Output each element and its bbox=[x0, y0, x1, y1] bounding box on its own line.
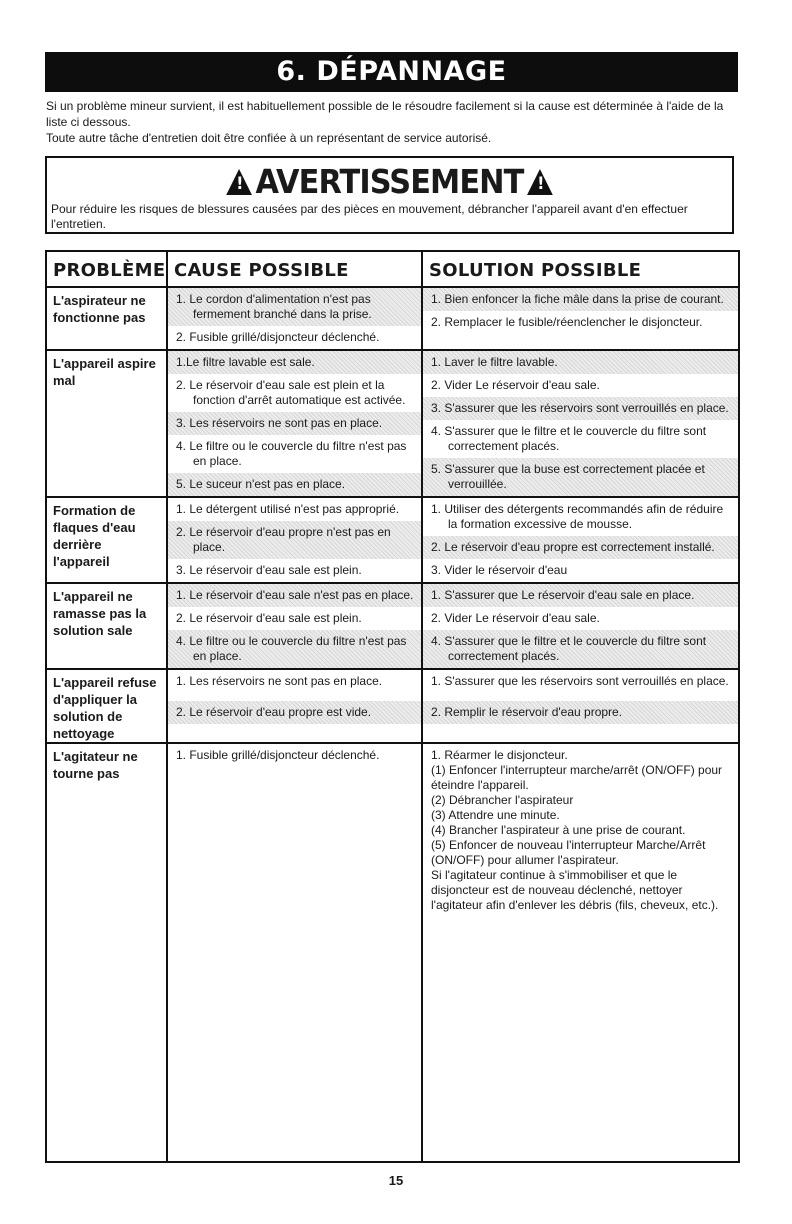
cause-text: 2. Le réservoir d'eau sale est plein. bbox=[176, 611, 362, 625]
warning-title: AVERTISSEMENT bbox=[255, 162, 524, 201]
cause-text: 5. Le suceur n'est pas en place. bbox=[176, 477, 346, 491]
cause-text: 3. Le réservoir d'eau sale est plein. bbox=[176, 563, 362, 577]
solution-text: 2. Remplir le réservoir d'eau propre. bbox=[431, 705, 623, 719]
warning-box bbox=[45, 156, 734, 234]
intro-paragraph: Toute autre tâche d'entretien doit être confiée à un représentant de service autorisé. bbox=[46, 131, 492, 145]
table-row bbox=[46, 287, 739, 350]
cause-text: 1.Le filtre lavable est sale. bbox=[176, 355, 315, 369]
cause-cell bbox=[167, 497, 422, 583]
problem-cell: L'aspirateur ne fonctionne pas bbox=[46, 287, 167, 350]
solution-text: 2. Vider Le réservoir d'eau sale. bbox=[431, 378, 600, 392]
solution-step: (5) Enfoncer de nouveau l'interrupteur Marche/Arrêt (ON/OFF) pour allumer l'aspirateur. bbox=[431, 838, 706, 867]
solution-text: 1. Utiliser des détergents recommandés afin de réduire la formation excessive de mousse. bbox=[431, 502, 724, 531]
cause-text: 1. Le cordon d'alimentation n'est pas fermement branché dans la prise. bbox=[176, 292, 372, 321]
cause-text: 4. Le filtre ou le couvercle du filtre n'est pas en place. bbox=[176, 439, 407, 468]
solution-text: 2. Remplacer le fusible/réenclencher le disjoncteur. bbox=[431, 315, 703, 329]
solution-text: 1. S'assurer que les réservoirs sont verrouillés en place. bbox=[431, 674, 729, 688]
solution-text: 5. S'assurer que la buse est correctement placée et verrouillée. bbox=[431, 462, 705, 491]
solution-text: 1. Bien enfoncer la fiche mâle dans la prise de courant. bbox=[431, 292, 724, 306]
problem-cell: Formation de flaques d'eau derrière l'appareil bbox=[46, 497, 167, 583]
warning-heading bbox=[74, 164, 704, 200]
table-row bbox=[46, 350, 739, 497]
page-title: 6. DÉPANNAGE bbox=[45, 52, 738, 92]
header-cause: CAUSE POSSIBLE bbox=[167, 251, 422, 287]
problem-cell: L'appareil ne ramasse pas la solution sale bbox=[46, 583, 167, 669]
cause-text: 2. Le réservoir d'eau sale est plein et la fonction d'arrêt automatique est activée. bbox=[176, 378, 406, 407]
solution-text: 3. S'assurer que les réservoirs sont verrouillés en place. bbox=[431, 401, 729, 415]
intro-text bbox=[46, 98, 736, 146]
table-row bbox=[46, 583, 739, 669]
solution-text: 3. Vider le réservoir d'eau bbox=[431, 563, 568, 577]
solution-step: (3) Attendre une minute. bbox=[431, 808, 560, 822]
header-solution: SOLUTION POSSIBLE bbox=[422, 251, 739, 287]
table-row bbox=[46, 497, 739, 583]
cause-cell bbox=[167, 350, 422, 497]
table-row bbox=[46, 669, 739, 743]
cause-text: 2. Le réservoir d'eau propre est vide. bbox=[176, 705, 372, 719]
cause-text: 2. Le réservoir d'eau propre n'est pas en place. bbox=[176, 525, 391, 554]
solution-text: 1. Laver le filtre lavable. bbox=[431, 355, 558, 369]
problem-cell: L'appareil aspire mal bbox=[46, 350, 167, 497]
cause-cell bbox=[167, 287, 422, 350]
cause-text: 1. Les réservoirs ne sont pas en place. bbox=[176, 674, 383, 688]
solution-step: (1) Enfoncer l'interrupteur marche/arrêt (ON/OFF) pour éteindre l'appareil. bbox=[431, 763, 723, 792]
problem-cell: L'appareil refuse d'appliquer la solution de nettoyage bbox=[46, 669, 167, 743]
cause-cell bbox=[167, 669, 422, 743]
cause-text: 1. Le détergent utilisé n'est pas approprié. bbox=[176, 502, 400, 516]
problem-cell: L'agitateur ne tourne pas bbox=[46, 743, 167, 1162]
solution-step: 1. Réarmer le disjoncteur. bbox=[431, 748, 568, 762]
solution-text: 2. Le réservoir d'eau propre est correctement installé. bbox=[431, 540, 715, 554]
warning-triangle-icon bbox=[226, 169, 252, 195]
solution-text: 4. S'assurer que le filtre et le couvercle du filtre sont correctement placés. bbox=[431, 634, 707, 663]
solution-cell bbox=[422, 287, 739, 350]
cause-cell bbox=[167, 743, 422, 1162]
solution-cell bbox=[422, 583, 739, 669]
warning-text: Pour réduire les risques de blessures causées par des pièces en mouvement, débrancher l'appareil avant d'en effectuer l'entretien. bbox=[51, 202, 688, 231]
table-row bbox=[46, 743, 739, 1162]
troubleshooting-table bbox=[45, 250, 740, 1163]
solution-text: 4. S'assurer que le filtre et le couvercle du filtre sont correctement placés. bbox=[431, 424, 707, 453]
solution-cell bbox=[422, 743, 739, 1162]
cause-text: 1. Fusible grillé/disjoncteur déclenché. bbox=[176, 748, 380, 762]
warning-triangle-icon bbox=[527, 169, 553, 195]
cause-text: 4. Le filtre ou le couvercle du filtre n'est pas en place. bbox=[176, 634, 407, 663]
cause-text: 1. Le réservoir d'eau sale n'est pas en place. bbox=[176, 588, 414, 602]
page-number: 15 bbox=[388, 1173, 404, 1188]
cause-text: 3. Les réservoirs ne sont pas en place. bbox=[176, 416, 383, 430]
solution-text: 2. Vider Le réservoir d'eau sale. bbox=[431, 611, 600, 625]
intro-paragraph: Si un problème mineur survient, il est habituellement possible de le résoudre facilement si la cause est déterminée à l'aide de la liste ci dessous. bbox=[46, 99, 724, 129]
solution-cell bbox=[422, 350, 739, 497]
cause-text: 2. Fusible grillé/disjoncteur déclenché. bbox=[176, 330, 380, 344]
solution-cell bbox=[422, 669, 739, 743]
header-probleme: PROBLÈME bbox=[46, 251, 167, 287]
solution-step: (2) Débrancher l'aspirateur bbox=[431, 793, 574, 807]
solution-step: Si l'agitateur continue à s'immobiliser et que le disjoncteur est de nouveau déclenché, nettoyer l'agitateur afin d'enlever les débris (fils, cheveux, etc.). bbox=[431, 868, 719, 912]
cause-cell bbox=[167, 583, 422, 669]
solution-cell bbox=[422, 497, 739, 583]
solution-step: (4) Brancher l'aspirateur à une prise de courant. bbox=[431, 823, 686, 837]
solution-text: 1. S'assurer que Le réservoir d'eau sale en place. bbox=[431, 588, 695, 602]
